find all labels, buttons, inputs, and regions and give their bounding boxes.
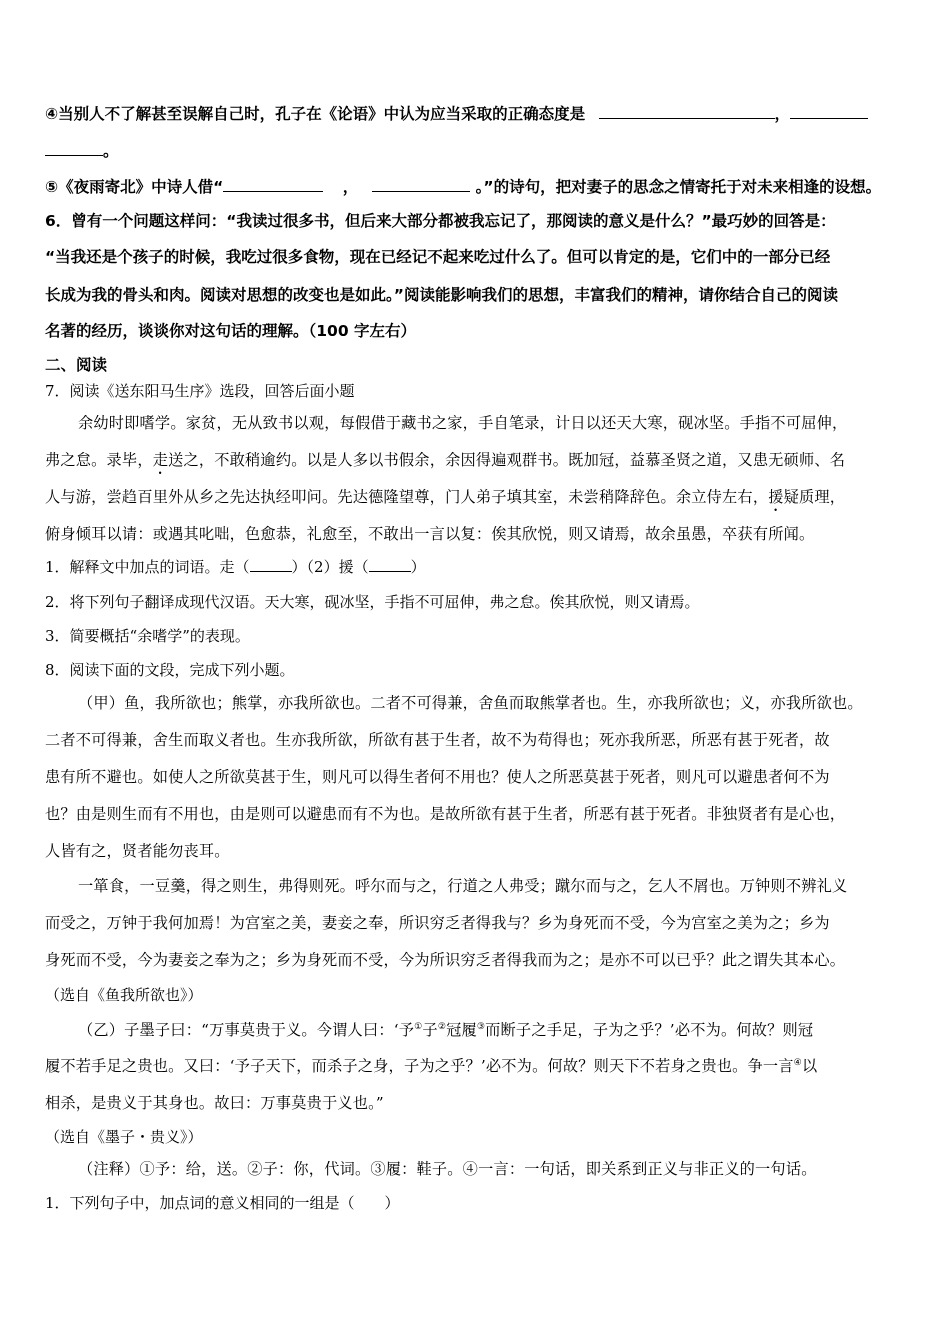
q7-intro: 7．阅读《送东阳马生序》选段，回答后面小题 bbox=[45, 382, 355, 400]
dotted-word-yuan: 援 bbox=[768, 488, 784, 506]
dotted-word-zou: 走 bbox=[152, 451, 169, 469]
q7-sub1 bbox=[45, 556, 426, 577]
q8-source-1: （选自《鱼我所欲也》） bbox=[45, 986, 203, 1004]
q8-yi-line3: 相杀，是贵义于其身也。故曰：万事莫贵于义也。” bbox=[45, 1094, 384, 1112]
q4-answer-blank-1[interactable] bbox=[599, 104, 775, 119]
q8-notes: （注释）①予：给，送。②子：你，代词。③履：鞋子。④一言：一句话，即关系到正义与非正义的一句话。 bbox=[78, 1160, 817, 1178]
q8-jia-p2-line2: 而受之，万钟于我何加焉！为宫室之美，妻妾之奉，所识穷乏者得我与？乡为身死而不受，今为宫室之美为之；乡为 bbox=[45, 914, 830, 932]
section-title-reading: 二、阅读 bbox=[45, 356, 108, 374]
q8-yi-line1-b: 子 bbox=[422, 1021, 438, 1039]
q7-sub1-blank-1[interactable] bbox=[250, 557, 292, 572]
q7-sub1-b: ）（2）援（ bbox=[291, 558, 369, 576]
q7-passage-line3-b: 疑质理， bbox=[783, 488, 846, 506]
q7-passage-line2 bbox=[45, 449, 845, 478]
q8-yi-line1-d: 而断子之手足，子为之乎？’必不为。何故？则冠 bbox=[485, 1021, 814, 1039]
q8-yi-line2-a: 履不若手足之贵也。又曰：‘予子天下，而杀子之身，子为之乎？’必不为。何故？则天下不若身之贵也。争一言 bbox=[45, 1057, 794, 1075]
q8-sub1: 1．下列句子中，加点词的意义相同的一组是（ ） bbox=[45, 1194, 400, 1212]
note-ref-4: ④ bbox=[793, 1057, 802, 1068]
q8-jia-p2-line3: 身死而不受，今为妻妾之奉为之；乡为身死而不受，今为所识穷乏者得我而为之；是亦不可以已乎？此之谓失其本心。 bbox=[45, 951, 846, 969]
q4-line2 bbox=[45, 139, 119, 161]
q6-line4: 名著的经历，谈谈你对这句话的理解。（100 字左右） bbox=[45, 322, 417, 340]
q7-passage-line2-a: 弗之怠。录毕， bbox=[45, 451, 153, 469]
q5-answer-blank-1[interactable] bbox=[223, 177, 323, 192]
q4-answer-blank-2a[interactable] bbox=[790, 104, 868, 119]
q7-sub1-blank-2[interactable] bbox=[369, 557, 411, 572]
q6-line1: 6．曾有一个问题这样问：“我读过很多书，但后来大部分都被我忘记了，那阅读的意义是什么？”最巧妙的回答是： bbox=[45, 212, 836, 230]
q7-sub3: 3．简要概括“余嗜学”的表现。 bbox=[45, 627, 250, 645]
q5-answer-blank-2[interactable] bbox=[372, 177, 470, 192]
q7-sub1-a: 1．解释文中加点的词语。走（ bbox=[45, 558, 250, 576]
q5-suffix: 。”的诗句，把对妻子的思念之情寄托于对未来相逢的设想。 bbox=[475, 178, 882, 196]
q7-sub2: 2．将下列句子翻译成现代汉语。天大寒，砚冰坚，手指不可屈伸，弗之怠。俟其欣悦，则又请焉。 bbox=[45, 593, 700, 611]
q4-line1 bbox=[45, 102, 868, 124]
q8-yi-line1-a: （乙）子墨子曰：“万事莫贵于义。今谓人曰：‘予 bbox=[78, 1021, 415, 1039]
q5-comma: ， bbox=[342, 178, 359, 196]
q7-passage-line4: 俯身倾耳以请：或遇其叱咄，色愈恭，礼愈至，不敢出一言以复：俟其欣悦，则又请焉，故余虽愚，卒获有所闻。 bbox=[45, 525, 815, 543]
q8-yi-line2 bbox=[45, 1055, 817, 1076]
q6-line3: 长成为我的骨头和肉。阅读对思想的改变也是如此。”阅读能影响我们的思想，丰富我们的精神，请你结合自己的阅读 bbox=[45, 286, 838, 304]
q7-sub1-c: ） bbox=[410, 558, 426, 576]
q8-jia-line5: 人皆有之，贤者能勿丧耳。 bbox=[45, 842, 230, 860]
note-ref-3: ③ bbox=[476, 1021, 486, 1032]
q8-jia-p2-line1: 一箪食，一豆羹，得之则生，弗得则死。呼尔而与之，行道之人弗受；蹴尔而与之，乞人不屑也。万钟则不辨礼义 bbox=[78, 877, 848, 895]
q8-intro: 8．阅读下面的文段，完成下列小题。 bbox=[45, 661, 295, 679]
q8-jia-line2: 二者不可得兼，舍生而取义者也。生亦我所欲，所欲有甚于生者，故不为苟得也；死亦我所恶，所恶有甚于死者，故 bbox=[45, 731, 830, 749]
note-ref-1: ① bbox=[414, 1021, 423, 1032]
q8-jia-line4: 也？由是则生而有不用也，由是则可以避患而有不为也。是故所欲有甚于生者，所恶有甚于死者。非独贤者有是心也， bbox=[45, 805, 846, 823]
q8-yi-line1 bbox=[78, 1019, 813, 1040]
q7-passage-line1: 余幼时即嗜学。家贫，无从致书以观，每假借于藏书之家，手自笔录，计日以还天大寒，砚冰坚。手指不可屈伸， bbox=[78, 414, 848, 432]
q8-jia-line1: （甲）鱼，我所欲也；熊掌，亦我所欲也。二者不可得兼，舍鱼而取熊掌者也。生，亦我所欲也；义，亦我所欲也。 bbox=[78, 694, 863, 712]
q5-line bbox=[45, 175, 881, 197]
q4-period: 。 bbox=[103, 142, 119, 160]
q8-source-2: （选自《墨子・贵义》） bbox=[45, 1128, 203, 1146]
q8-jia-line3: 患有所不避也。如使人之所欲莫甚于生，则凡可以得生者何不用也？使人之所恶莫甚于死者，则凡可以避患者何不为 bbox=[45, 768, 830, 786]
q4-prompt: ④当别人不了解甚至误解自己时，孔子在《论语》中认为应当采取的正确态度是 bbox=[45, 105, 586, 123]
q7-passage-line3-a: 人与游，尝趋百里外从乡之先达执经叩问。先达德隆望尊，门人弟子填其室，未尝稍降辞色。余立侍左右， bbox=[45, 488, 769, 506]
q7-passage-line2-b: 送之，不敢稍逾约。以是人多以书假余，余因得遍观群书。既加冠，益慕圣贤之道，又患无硕师、名 bbox=[168, 451, 846, 469]
q6-line2: “当我还是个孩子的时候，我吃过很多食物，现在已经记不起来吃过什么了。但可以肯定的是，它们中的一部分已经 bbox=[45, 248, 831, 266]
q4-answer-blank-2b[interactable] bbox=[45, 141, 103, 156]
q5-prompt: ⑤《夜雨寄北》中诗人借“ bbox=[45, 178, 224, 196]
q8-yi-line2-b: 以 bbox=[801, 1057, 818, 1075]
q8-yi-line1-c: 冠履 bbox=[446, 1021, 477, 1039]
q7-passage-line3 bbox=[45, 486, 845, 515]
q4-comma: ， bbox=[774, 105, 791, 123]
note-ref-2: ② bbox=[437, 1021, 447, 1032]
